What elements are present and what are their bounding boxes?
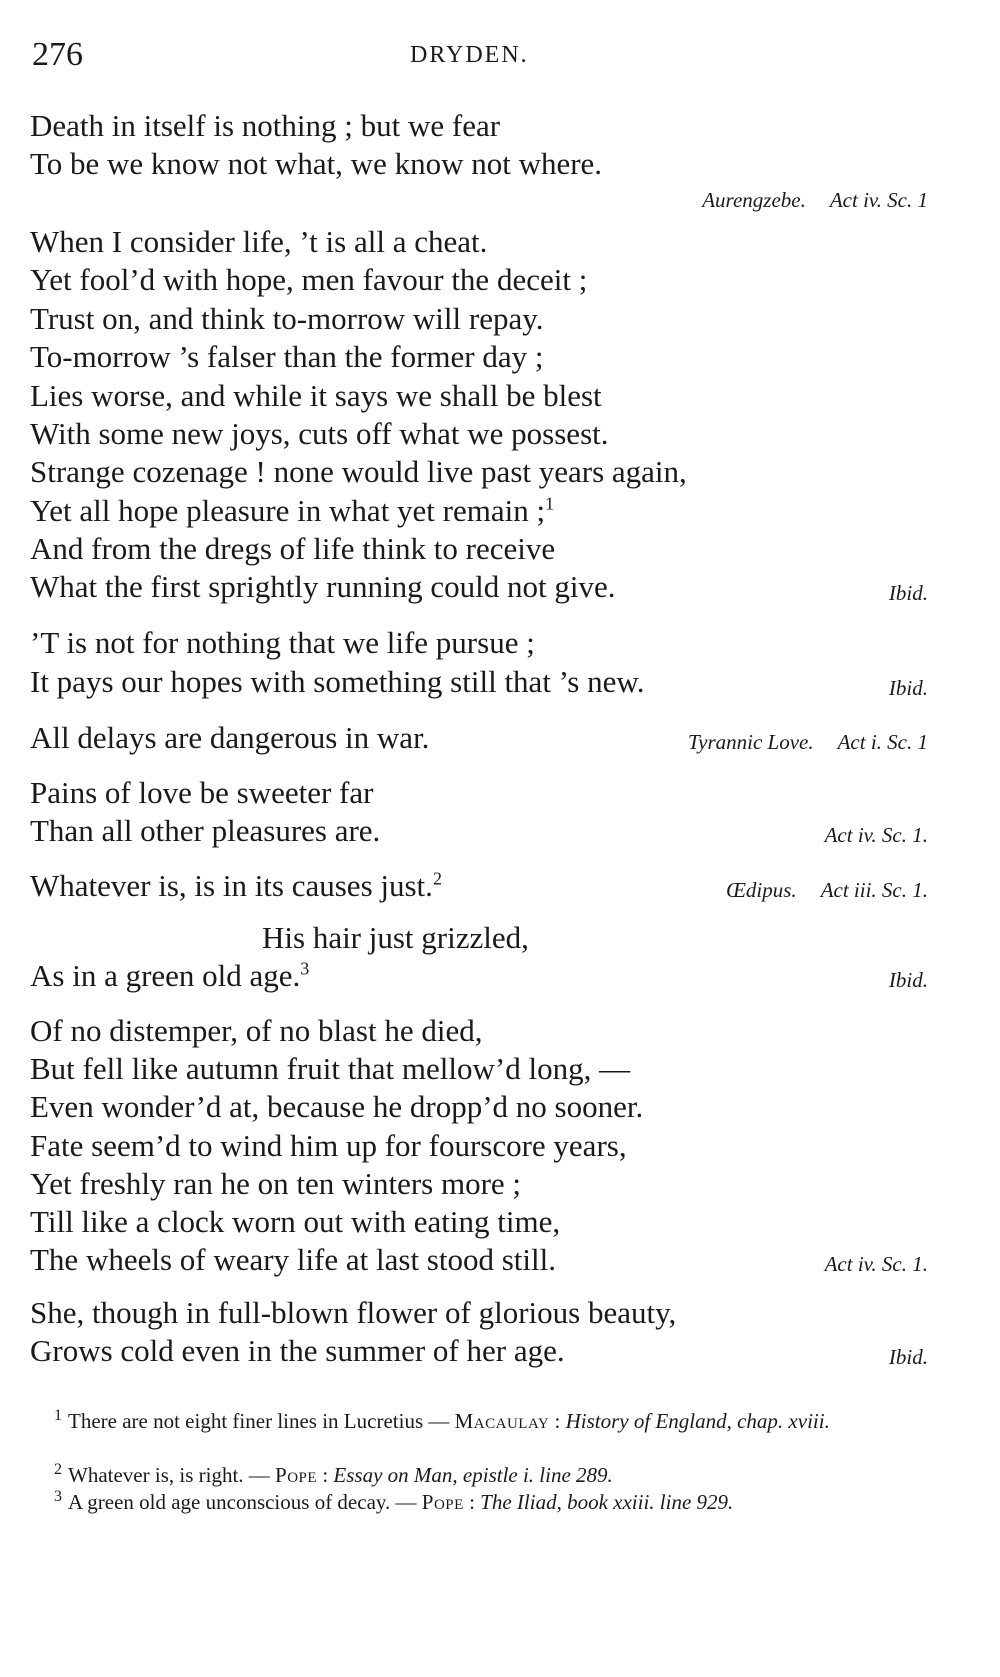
citation-ibid: Ibid. <box>888 1345 928 1369</box>
citation-act: Act iii. Sc. 1. <box>820 878 928 902</box>
verse-text: As in a green old age. <box>30 958 301 993</box>
citation <box>825 1252 928 1277</box>
verse-line: His hair just grizzled, <box>262 920 529 955</box>
citation-act: Act iv. Sc. 1 <box>829 188 928 212</box>
footnote-author: Pope <box>421 1490 464 1514</box>
verse-line: The wheels of weary life at last stood still. <box>30 1242 557 1277</box>
verse-line: Grows cold even in the summer of her age. <box>30 1333 565 1368</box>
footnote-ref: 1 <box>545 493 555 514</box>
citation <box>889 1345 928 1370</box>
running-title: DRYDEN. <box>410 42 529 68</box>
citation-work: Œdipus. <box>726 878 797 902</box>
verse-text: Whatever is, is in its causes just. <box>30 868 433 903</box>
verse-line: All delays are dangerous in war. <box>30 720 430 755</box>
verse-text: Yet all hope pleasure in what yet remain ; <box>30 493 546 528</box>
verse-line: Till like a clock worn out with eating time, <box>30 1204 561 1239</box>
footnote-ref: 3 <box>300 958 310 979</box>
footnote-author: Pope <box>275 1463 318 1487</box>
citation-act: Act iv. Sc. 1. <box>824 1252 928 1276</box>
verse-line: Trust on, and think to-morrow will repay. <box>30 301 544 336</box>
verse-line: Death in itself is nothing ; but we fear <box>30 108 501 143</box>
footnote-separator: : <box>317 1463 334 1487</box>
verse-line: ’T is not for nothing that we life pursue ; <box>30 625 535 660</box>
footnote-separator: : <box>463 1490 481 1514</box>
footnote-2: 2 Whatever is, is right. — Pope : Essay on Man, epistle i. line 289. <box>54 1461 613 1487</box>
footnote-work: Essay on Man, epistle i. line 289. <box>333 1463 613 1487</box>
verse-line <box>30 960 309 991</box>
citation-act: Act i. Sc. 1 <box>837 730 928 754</box>
footnote-separator: : <box>549 1409 566 1433</box>
verse-line: Yet freshly ran he on ten winters more ; <box>30 1166 522 1201</box>
verse-line: It pays our hopes with something still that ’s new. <box>30 664 645 699</box>
citation <box>889 581 928 606</box>
verse-line: Yet fool’d with hope, men favour the deceit ; <box>30 262 588 297</box>
citation-ibid: Ibid. <box>888 676 928 700</box>
citation <box>702 188 928 213</box>
footnote-text: A green old age unconscious of decay. — <box>68 1490 417 1514</box>
verse-line: Even wonder’d at, because he dropp’d no sooner. <box>30 1089 644 1124</box>
verse-line: Pains of love be sweeter far <box>30 775 374 810</box>
verse-line: She, though in full-blown flower of glorious beauty, <box>30 1295 677 1330</box>
citation-ibid: Ibid. <box>888 968 928 992</box>
verse-line <box>30 495 554 526</box>
verse-line <box>30 870 442 901</box>
citation <box>688 730 928 755</box>
verse-line: With some new joys, cuts off what we possest. <box>30 416 609 451</box>
verse-line: Lies worse, and while it says we shall be blest <box>30 378 602 413</box>
footnote-text: There are not eight finer lines in Lucretius — <box>68 1409 450 1433</box>
citation <box>889 676 928 701</box>
verse-line: To-morrow ’s falser than the former day ; <box>30 339 544 374</box>
verse-line: And from the dregs of life think to receive <box>30 531 556 566</box>
citation-work: Aurengzebe. <box>702 188 806 212</box>
citation-act: Act iv. Sc. 1. <box>824 823 928 847</box>
verse-line: Strange cozenage ! none would live past years again, <box>30 454 687 489</box>
citation <box>889 968 928 993</box>
footnote-ref: 2 <box>432 868 442 889</box>
verse-line: To be we know not what, we know not where. <box>30 146 603 181</box>
verse-line: When I consider life, ’t is all a cheat. <box>30 224 488 259</box>
footnote-1: 1 There are not eight finer lines in Lucretius — Macaulay : History of England, chap. xviii. <box>54 1407 830 1433</box>
citation-ibid: Ibid. <box>888 581 928 605</box>
verse-line: What the first sprightly running could not give. <box>30 569 616 604</box>
footnote-work: History of England, chap. xviii. <box>565 1409 830 1433</box>
citation <box>726 878 928 903</box>
footnote-text: Whatever is, is right. — <box>68 1463 270 1487</box>
footnote-work: The Iliad, book xxiii. line 929. <box>480 1490 734 1514</box>
footnote-3: 3 A green old age unconscious of decay. — Pope : The Iliad, book xxiii. line 929. <box>54 1488 734 1514</box>
verse-line: But fell like autumn fruit that mellow’d long, — <box>30 1051 631 1086</box>
verse-line: Fate seem’d to wind him up for fourscore years, <box>30 1128 627 1163</box>
citation <box>825 823 928 848</box>
citation-work: Tyrannic Love. <box>688 730 814 754</box>
verse-line: Of no distemper, of no blast he died, <box>30 1013 483 1048</box>
page-number: 276 <box>32 36 83 73</box>
verse-line: Than all other pleasures are. <box>30 813 381 848</box>
footnote-author: Macaulay <box>454 1409 550 1433</box>
